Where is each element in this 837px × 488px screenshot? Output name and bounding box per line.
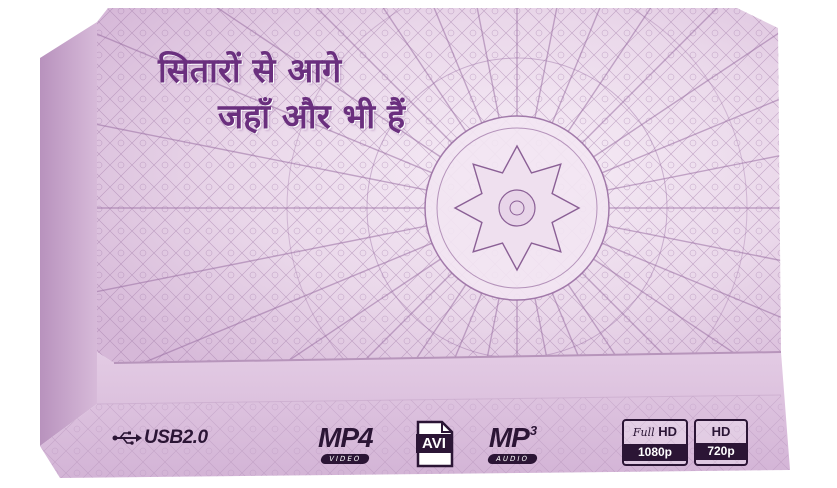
usb-label: USB2.0 bbox=[144, 427, 208, 448]
mp4-label: MP4 bbox=[318, 422, 373, 453]
full-hd-badge bbox=[622, 419, 688, 466]
avi-logo bbox=[408, 420, 458, 468]
avi-label: AVI bbox=[416, 434, 452, 453]
full-hd-script: Full bbox=[632, 426, 655, 439]
usb-icon bbox=[112, 430, 142, 446]
mp3-superscript: 3 bbox=[529, 423, 537, 438]
full-hd-resolution: 1080p bbox=[624, 444, 686, 461]
mp4-logo bbox=[318, 424, 373, 464]
mp3-label: MP bbox=[488, 422, 529, 453]
mp4-sublabel: VIDEO bbox=[320, 454, 370, 464]
box-left-face bbox=[40, 22, 97, 446]
full-hd-label: HD bbox=[658, 424, 678, 439]
hd-badge bbox=[694, 419, 748, 466]
hd-resolution: 720p bbox=[696, 443, 746, 460]
mp3-sublabel: AUDIO bbox=[487, 454, 538, 464]
usb-logo bbox=[112, 420, 208, 456]
hd-label: HD bbox=[711, 424, 731, 439]
mp3-logo bbox=[488, 424, 537, 464]
box-title-line-2: जहाँ और भी हैं bbox=[218, 97, 406, 137]
box-title-line-1: सितारों से आगे bbox=[158, 51, 342, 91]
